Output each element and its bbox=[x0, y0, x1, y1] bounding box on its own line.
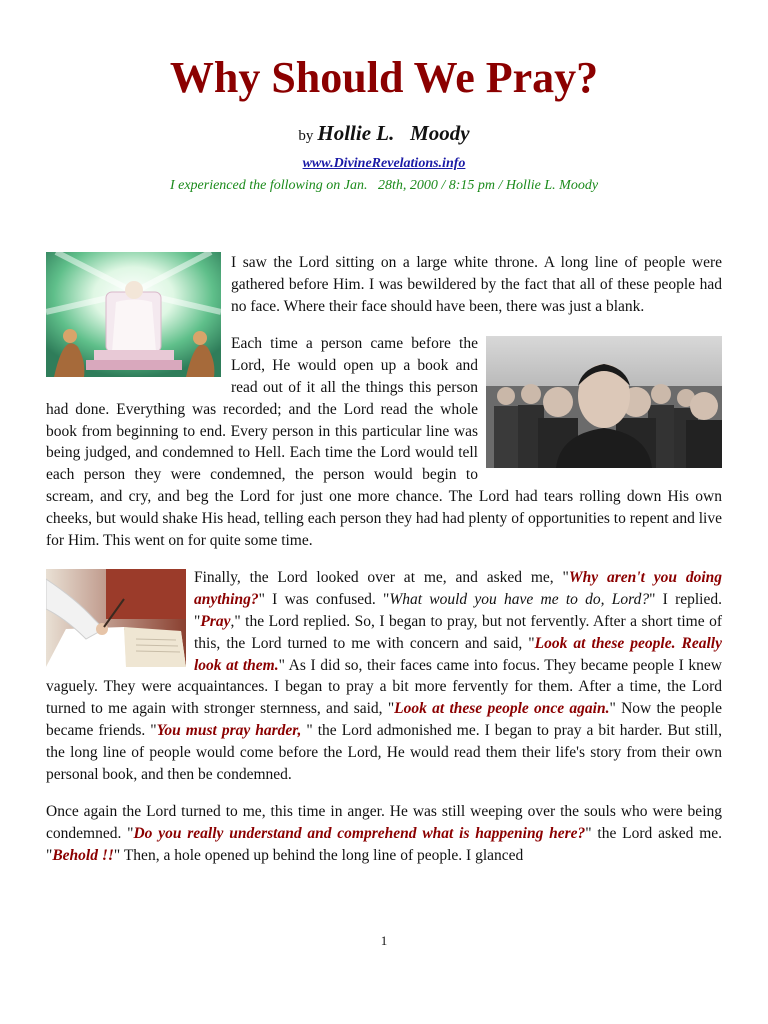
page-number: 1 bbox=[380, 933, 388, 948]
quote-pray-harder: You must pray harder, bbox=[156, 721, 302, 739]
quote-look-at-these-people: Look at these people. Really look at them. bbox=[194, 634, 722, 674]
author-name: Hollie L. Moody bbox=[317, 121, 470, 145]
website-link[interactable]: www.DivineRevelations.info bbox=[302, 156, 466, 171]
quote-look-once-again: Look at these people once again. bbox=[394, 700, 610, 718]
paragraph-1: I saw the Lord sitting on a large white throne. A long line of people were gathered before Him. I was bewildered by the fact that all of these people had no face. Where their face should have been, there was just a blank. bbox=[231, 254, 722, 315]
article-body bbox=[46, 252, 722, 883]
faceless-people-image bbox=[486, 336, 722, 468]
paragraph-3: Finally, the Lord looked over at me, and asked me, "Why aren't you doing anything?" I was confused. "What would you have me to do, Lord?" I replied. "Pray," the Lord replied. So, I began to pray, but not fervently. After a short time of this, the Lord turned to me with concern and said, "Look at these people. Really look at them." As I did so, their faces came into focus. They became people I knew vaguely. They were acquaintances. I began to pray a bit more fervently for them. After a time, the Lord turned to me again with stronger sternness, and said, "Look at these people once again." Now the people became friends. "You must pray harder, " the Lord admonished me. I began to pray a bit harder. But still, the long line of people would come before the Lord, He would read them their life's story from their own personal book, and then be condemned. bbox=[46, 569, 723, 783]
page-title: Why Should We Pray? bbox=[169, 53, 599, 102]
book-writing-image bbox=[46, 569, 186, 667]
dateline: I experienced the following on Jan. 28th, 2000 / 8:15 pm / Hollie L. Moody bbox=[169, 178, 599, 193]
quote-what-would-you-have: What would you have me to do, Lord? bbox=[389, 591, 650, 609]
throne-image bbox=[46, 252, 221, 377]
quote-pray: Pray bbox=[200, 612, 231, 630]
paragraph-2-text: Each time a person came before the Lord, He would open up a book and read out of it all the things this person had done. Everything was recorded; and the Lord read the whole book from beginning to end. Every person in this particular line was being judged, and condemned to Hell. Each time the Lord would tell each person they were condemned, the person would begin to scream, and cry, and beg the Lord for just one more chance. The Lord had tears rolling down His own cheeks, but would shake His head, telling each person they had had plenty of opportunities to repent and live for Him. This went on for quite some time. bbox=[46, 335, 722, 549]
quote-do-you-understand: Do you really understand and comprehend what is happening here? bbox=[133, 825, 586, 843]
quote-why-arent-you-doing: Why aren't you doing anything? bbox=[194, 569, 723, 609]
quote-behold: Behold !! bbox=[52, 846, 114, 864]
paragraph-4: Once again the Lord turned to me, this time in anger. He was still weeping over the souls who were being condemned. "Do you really understand and comprehend what is happening here?" the Lord asked me. "Behold !!" Then, a hole opened up behind the long line of people. I glanced bbox=[46, 803, 723, 864]
byline bbox=[0, 120, 768, 149]
byline-prefix: by bbox=[298, 128, 314, 144]
